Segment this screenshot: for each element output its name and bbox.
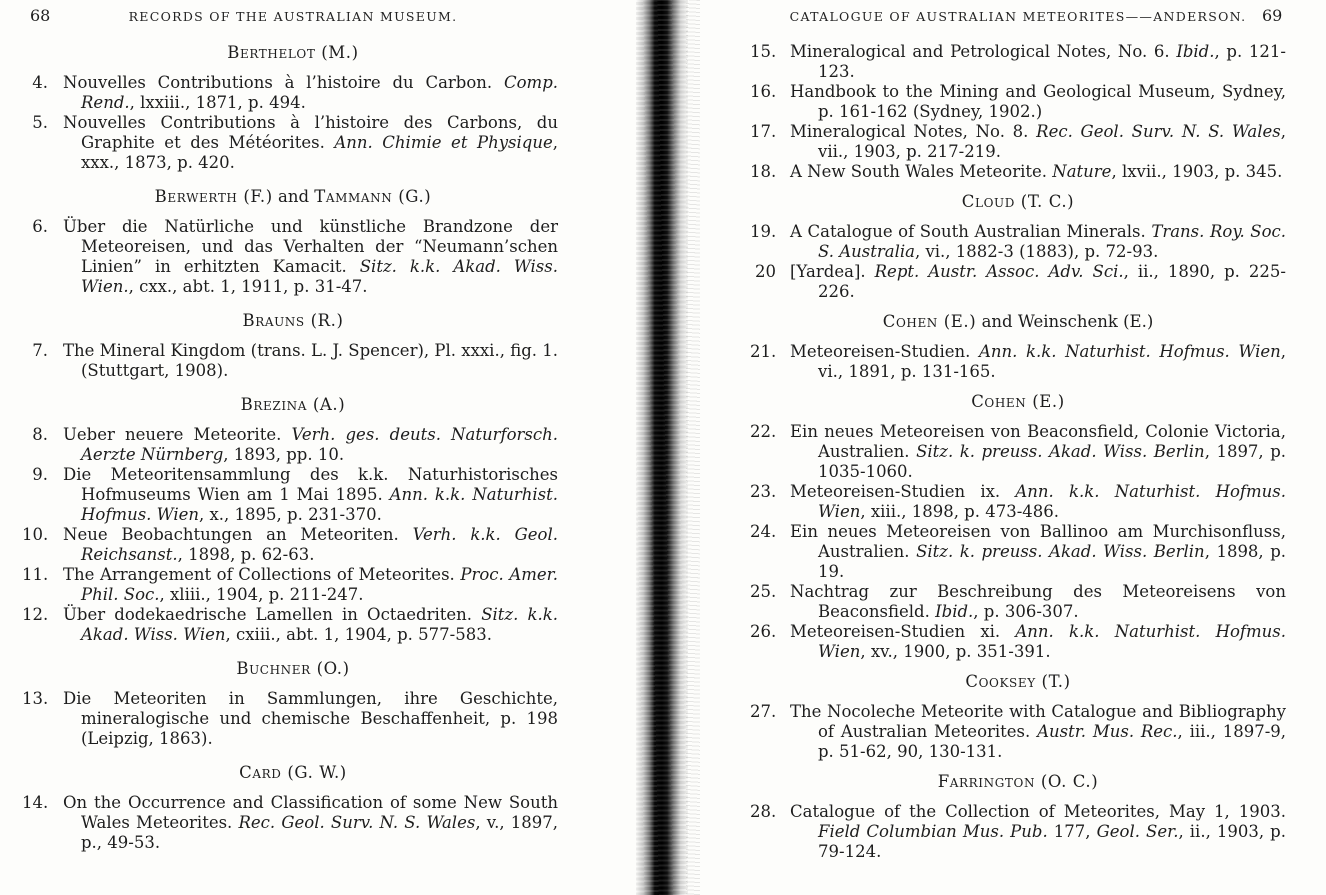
author-name: Cohen (E.) <box>882 312 977 331</box>
entry-citation <box>790 222 1286 262</box>
bibliography-entry <box>22 525 558 565</box>
author-name: Berthelot (M.) <box>227 43 359 62</box>
bibliography-entry <box>22 565 558 605</box>
author-name: Cooksey (T.) <box>965 672 1071 691</box>
bibliography-entry <box>750 82 1286 122</box>
bibliography-entry <box>28 217 558 297</box>
bibliography-entry <box>750 162 1286 182</box>
author-heading <box>750 772 1286 792</box>
author-heading <box>750 192 1286 212</box>
journal-title: Ann. Chimie et Physique <box>334 133 553 152</box>
citation-text: Mineralogical Notes, No. 8. <box>790 122 1037 141</box>
entry-number: 13. <box>22 689 49 708</box>
author-heading <box>28 187 558 207</box>
citation-text: , ii., 1890, p. 225-226. <box>818 262 1286 301</box>
entry-number: 17. <box>750 122 777 141</box>
citation-text: , xv., 1900, p. 351-391. <box>860 642 1051 661</box>
journal-title: Proc. Amer. Phil. Soc. <box>81 565 558 604</box>
author-name: Berwerth (F.) <box>154 187 273 206</box>
citation-text: Meteoreisen-Studien xi. <box>790 622 1016 641</box>
author-name: and Weinschenk (E.) <box>976 312 1154 331</box>
citation-text: , xiii., 1898, p. 473-486. <box>860 502 1060 521</box>
author-name: Cohen (E.) <box>971 392 1065 411</box>
citation-text: , xliii., 1904, p. 211-247. <box>159 585 364 604</box>
author-heading <box>750 312 1286 332</box>
citation-text: Ein neues Meteoreisen von Beaconsfield, Colonie Victoria, Australien. <box>790 422 1286 461</box>
citation-text: , xxx., 1873, p. 420. <box>81 133 558 172</box>
bibliography-entry <box>750 422 1286 482</box>
entry-number: 23. <box>750 482 777 501</box>
journal-title: Sitz. k. preuss. Akad. Wiss. Berlin <box>916 442 1205 461</box>
journal-title: Trans. Roy. Soc. S. Australia <box>818 222 1286 261</box>
entry-citation <box>790 42 1286 82</box>
journal-title: Sitz. k.k. Akad. Wiss. Wien <box>81 605 558 644</box>
entry-citation <box>63 565 558 605</box>
author-heading <box>28 763 558 783</box>
entry-citation <box>790 622 1286 662</box>
entry-number: 4. <box>32 73 48 92</box>
author-name: Buchner (O.) <box>236 659 350 678</box>
entry-number: 24. <box>750 522 777 541</box>
entry-citation <box>790 582 1286 622</box>
bibliography-entry <box>750 522 1286 582</box>
author-name: Farrington (O. C.) <box>937 772 1099 791</box>
journal-title: Ibid. <box>935 602 974 621</box>
author-heading <box>28 311 558 331</box>
entry-number: 25. <box>750 582 777 601</box>
entry-citation <box>790 482 1286 522</box>
author-heading <box>750 392 1286 412</box>
entry-citation <box>790 262 1286 302</box>
running-head-right: CATALOGUE OF AUSTRALIAN METEORITES——ANDERSON. <box>789 9 1247 24</box>
author-heading <box>28 395 558 415</box>
page-number-left: 68 <box>30 6 51 25</box>
citation-text: Meteoreisen-Studien ix. <box>790 482 1016 501</box>
author-heading <box>750 672 1286 692</box>
journal-title: Ann. k.k. Naturhist. Hofmus. Wien <box>979 342 1281 361</box>
bibliography-entry <box>750 582 1286 622</box>
bibliography-entry <box>750 42 1286 82</box>
bibliography-entry <box>750 802 1286 862</box>
entry-citation <box>790 702 1286 762</box>
author-heading <box>28 43 558 63</box>
citation-text: Meteoreisen-Studien. <box>790 342 979 361</box>
entry-number: 10. <box>22 525 49 544</box>
journal-title: Nature <box>1052 162 1112 181</box>
page-number-right: 69 <box>1262 6 1283 25</box>
entry-number: 14. <box>22 793 49 812</box>
bibliography-column-left <box>22 43 559 853</box>
journal-title: Ann. k.k. Naturhist. Hofmus. Wien <box>81 485 558 524</box>
journal-title: Austr. Mus. Rec. <box>1037 722 1178 741</box>
journal-title: Rept. Austr. Assoc. Adv. Sci. <box>874 262 1124 281</box>
citation-text: , lxvii., 1903, p. 345. <box>1111 162 1283 181</box>
journal-title: Sitz. k.k. Akad. Wiss. Wien. <box>81 257 558 296</box>
running-head-left: RECORDS OF THE AUSTRALIAN MUSEUM. <box>128 9 458 24</box>
journal-title: Geol. Ser. <box>1096 822 1179 841</box>
citation-text: Nouvelles Contributions à l’histoire du Carbon. <box>63 73 504 92</box>
entry-citation <box>63 425 558 465</box>
bibliography-entry <box>28 73 558 113</box>
citation-text: , 1897, p. 1035-1060. <box>818 442 1286 481</box>
citation-text: [Yardea]. <box>790 262 875 281</box>
citation-text: , v., 1897, p., 49-53. <box>81 813 559 852</box>
citation-text: , ii., 1903, p. 79-124. <box>818 822 1286 861</box>
entry-number: 18. <box>750 162 777 181</box>
entry-number: 26. <box>750 622 777 641</box>
author-name: Brauns (R.) <box>242 311 344 330</box>
entry-citation <box>63 465 558 525</box>
citation-text: , cxiii., abt. 1, 1904, p. 577-583. <box>225 625 492 644</box>
entry-number: 28. <box>750 802 777 821</box>
author-name: Tammann (G.) <box>314 187 432 206</box>
bibliography-entry <box>750 122 1286 162</box>
journal-title: Field Columbian Mus. Pub. <box>818 822 1048 841</box>
citation-text: The Nocoleche Meteorite with Catalogue and Bibliography of Australian Meteorites. <box>790 702 1286 741</box>
bibliography-entry <box>28 113 558 173</box>
bibliography-entry <box>750 702 1286 762</box>
journal-title: Ann. k.k. Naturhist. Hofmus. Wien <box>818 482 1286 521</box>
entry-number: 5. <box>32 113 48 132</box>
citation-text: , 1893, pp. 10. <box>223 445 345 464</box>
entry-citation <box>63 73 558 113</box>
citation-text: 177, <box>1047 822 1097 841</box>
entry-citation <box>790 342 1286 382</box>
citation-text: Nachtrag zur Beschreibung des Meteoreisens von Beaconsfield. <box>790 582 1286 621</box>
bibliography-entry <box>28 341 558 381</box>
journal-title: Ann. k.k. Naturhist. Hofmus. Wien <box>818 622 1286 661</box>
journal-title: Verh. k.k. Geol. Reichsanst. <box>81 525 558 564</box>
bibliography-entry <box>750 222 1286 262</box>
citation-text: The Arrangement of Collections of Meteorites. <box>63 565 461 584</box>
citation-text: , iii., 1897-9, p. 51-62, 90, 130-131. <box>818 722 1287 761</box>
citation-text: , lxxiii., 1871, p. 494. <box>129 93 306 112</box>
entry-citation <box>63 341 558 381</box>
scan-noise-band <box>686 0 700 895</box>
entry-number: 20 <box>755 262 776 281</box>
citation-text: Neue Beobachtungen an Meteoriten. <box>63 525 413 544</box>
bibliography-entry <box>22 605 558 645</box>
citation-text: , cxx., abt. 1, 1911, p. 31-47. <box>128 277 368 296</box>
citation-text: Über dodekaedrische Lamellen in Octaedriten. <box>63 605 482 624</box>
entry-number: 9. <box>32 465 48 484</box>
citation-text: Nouvelles Contributions à l’histoire des Carbons, du Graphite et des Météorites. <box>63 113 558 152</box>
citation-text: , vi., 1891, p. 131-165. <box>818 342 1286 381</box>
entry-citation <box>790 522 1286 582</box>
bibliography-column-right <box>750 42 1286 862</box>
citation-text: A New South Wales Meteorite. <box>790 162 1053 181</box>
journal-title: Ibid. <box>1176 42 1215 61</box>
citation-text: Ueber neuere Meteorite. <box>63 425 292 444</box>
bibliography-entry <box>28 465 558 525</box>
citation-text: , 1898, p. 62-63. <box>177 545 315 564</box>
citation-text: Die Meteoritensammlung des k.k. Naturhistorisches Hofmuseums Wien am 1 Mai 1895. <box>63 465 558 504</box>
citation-text: , p. 306-307. <box>973 602 1079 621</box>
entry-number: 7. <box>32 341 48 360</box>
citation-text: Mineralogical and Petrological Notes, No. 6. <box>790 42 1177 61</box>
journal-title: Rec. Geol. Surv. N. S. Wales <box>238 813 476 832</box>
entry-citation <box>63 793 558 853</box>
journal-title: Sitz. k. preuss. Akad. Wiss. Berlin <box>916 542 1205 561</box>
citation-text: Über die Natürliche und künstliche Brandzone der Meteoreisen, und das Verhalten der “Neumann’schen Linien” in erhitzten Kamacit. <box>63 217 558 276</box>
entry-number: 19. <box>750 222 777 241</box>
entry-citation <box>63 217 558 297</box>
entry-number: 15. <box>750 42 777 61</box>
entry-citation <box>63 113 558 173</box>
entry-citation <box>63 525 558 565</box>
citation-text: , vi., 1882-3 (1883), p. 72-93. <box>914 242 1159 261</box>
citation-text: Catalogue of the Collection of Meteorites, May 1, 1903. <box>790 802 1286 821</box>
journal-title: Verh. ges. deuts. Naturforsch. Aerzte Nürnberg <box>81 425 558 464</box>
citation-text: On the Occurrence and Classification of some New South Wales Meteorites. <box>63 793 558 832</box>
entry-citation <box>63 605 558 645</box>
citation-text: , x., 1895, p. 231-370. <box>199 505 382 524</box>
citation-text: , vii., 1903, p. 217-219. <box>818 122 1286 161</box>
bibliography-entry <box>28 425 558 465</box>
bibliography-entry <box>750 342 1286 382</box>
journal-title: Comp. Rend. <box>81 73 558 112</box>
entry-citation <box>790 422 1286 482</box>
entry-citation <box>790 802 1286 862</box>
entry-number: 8. <box>32 425 48 444</box>
entry-number: 11. <box>22 565 49 584</box>
citation-text: A Catalogue of South Australian Minerals. <box>790 222 1152 241</box>
citation-text: Handbook to the Mining and Geological Museum, Sydney, p. 161-162 (Sydney, 1902.) <box>790 82 1286 121</box>
journal-title: Rec. Geol. Surv. N. S. Wales <box>1036 122 1281 141</box>
author-name: Card (G. W.) <box>239 763 347 782</box>
citation-text: Die Meteoriten in Sammlungen, ihre Geschichte, mineralogische und chemische Beschaffenheit, p. 198 (Leipzig, 1863). <box>63 689 558 748</box>
entry-number: 22. <box>750 422 777 441</box>
bibliography-entry <box>750 622 1286 662</box>
book-gutter-shadow <box>636 0 688 895</box>
bibliography-entry <box>750 262 1286 302</box>
citation-text: , p. 121-123. <box>818 42 1286 81</box>
citation-text: , 1898, p. 19. <box>818 542 1286 581</box>
entry-number: 6. <box>32 217 48 236</box>
entry-citation <box>790 122 1286 162</box>
bibliography-entry <box>750 482 1286 522</box>
entry-number: 27. <box>750 702 777 721</box>
citation-text: The Mineral Kingdom (trans. L. J. Spencer), Pl. xxxi., fig. 1. (Stuttgart, 1908). <box>63 341 558 380</box>
entry-citation <box>790 162 1286 182</box>
author-heading <box>28 659 558 679</box>
citation-text: Ein neues Meteoreisen von Ballinoo am Murchisonfluss, Australien. <box>790 522 1286 561</box>
entry-number: 12. <box>22 605 49 624</box>
entry-number: 21. <box>750 342 777 361</box>
bibliography-entry <box>22 689 558 749</box>
entry-number: 16. <box>750 82 777 101</box>
author-name: Cloud (T. C.) <box>961 192 1075 211</box>
author-name: and <box>272 187 315 206</box>
bibliography-entry <box>22 793 559 853</box>
entry-citation <box>790 82 1286 122</box>
entry-citation <box>63 689 558 749</box>
author-name: Brezina (A.) <box>240 395 346 414</box>
